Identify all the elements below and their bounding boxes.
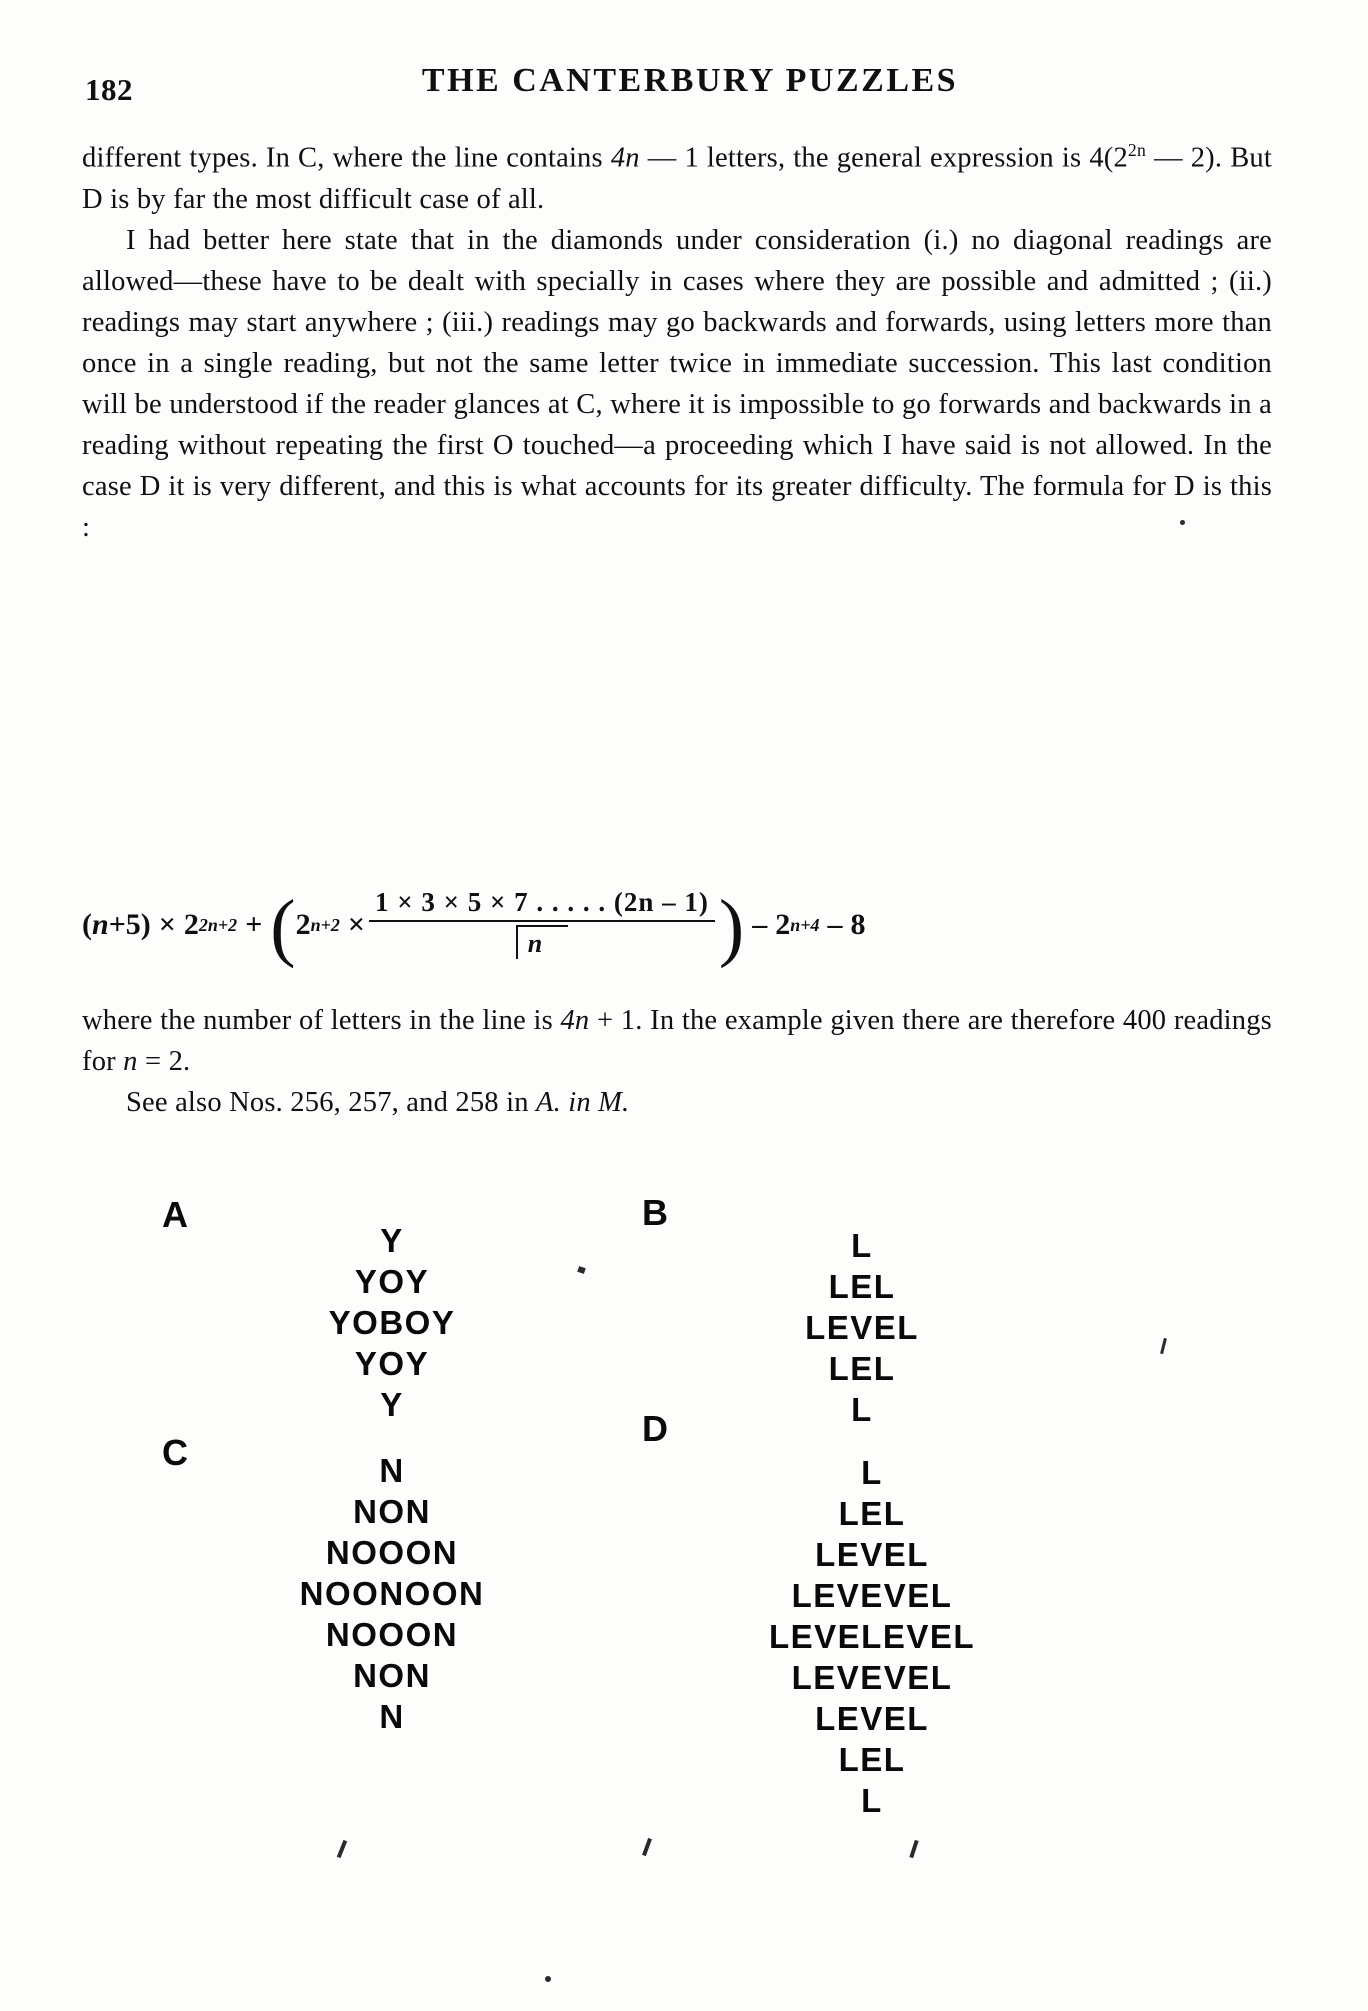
p3-seg-i: = (137, 1046, 169, 1077)
p3-seg-k: . (183, 1046, 191, 1077)
diamond-line: LEL (838, 1741, 906, 1778)
p1-seg-d: 1 (684, 142, 699, 174)
diamond-c (232, 1450, 552, 1737)
p3-seg-d: 1 (620, 1005, 636, 1036)
p3-seg-j: 2 (168, 1046, 184, 1077)
diamond-line: LEL (828, 1350, 896, 1387)
diagram-label-b: B (642, 1192, 668, 1233)
diamond-line: NOONOON (299, 1575, 485, 1612)
diamond-line: L (861, 1454, 883, 1491)
diamond-line: LEVEL (805, 1309, 919, 1346)
scan-speck (1180, 520, 1185, 525)
diamond-b (732, 1225, 992, 1430)
diamond-line: L (851, 1391, 873, 1428)
diamond-line: N (379, 1698, 405, 1735)
p3-seg-a: where the number of letters in the line is (82, 1005, 561, 1036)
formula-block (82, 880, 1282, 970)
paragraph-1 (82, 130, 1272, 220)
diagram-label-a: A (162, 1194, 188, 1235)
p3-seg-h: n (123, 1046, 138, 1077)
p4-seg-b: 256, 257, (290, 1087, 399, 1118)
diamond-line: LEVEL (815, 1700, 929, 1737)
diamond-line: LEL (828, 1268, 896, 1305)
scan-speck (909, 1840, 918, 1858)
diamond-a (262, 1220, 522, 1425)
scan-speck (545, 1976, 551, 1982)
formula-fraction-denominator: n (516, 925, 568, 959)
page-header (85, 62, 1265, 108)
diamond-line: YOY (354, 1263, 430, 1300)
formula-paren-open: ( (270, 884, 296, 969)
p1-seg-a: different types. In C, where the line contains (82, 142, 611, 174)
formula-lead-5: 5 (125, 908, 141, 941)
paragraph-3 (82, 1000, 1272, 1082)
formula-lead-n: n (92, 908, 109, 941)
body-text (82, 130, 1272, 548)
diamond-line: L (861, 1782, 883, 1819)
diamond-line: LEVEVEL (791, 1659, 953, 1696)
p3-seg-f: 400 (1122, 1005, 1167, 1036)
formula-term3-exponent: n+4 (790, 914, 820, 935)
formula-fraction-numerator: 1 × 3 × 5 × 7 . . . . . (2n – 1) (369, 887, 715, 922)
diamond-d (712, 1452, 1032, 1821)
paragraph-2: I had better here state that in the diamonds under consideration (i.) no diagonal readings are allowed—these have to be dealt with specially in cases where they are possible and admitted ; (ii.) readings may start anywhere ; (iii.) readings may go backwards and forwards, using letters more than once in a single reading, but not the same letter twice in immediate succession. This last condition will be understood if the reader glances at C, where it is impossible to go forwards and backwards in a reading without repeating the first O touched—a proceeding which I have said is not allowed. In the case D it is very different, and this is what accounts for its greater difficulty. The formula for D is this : (82, 224, 1272, 543)
formula-minus-2: – (827, 908, 843, 941)
formula-term3-base: 2 (775, 908, 791, 941)
formula-term1-base: 2 (183, 908, 199, 941)
scan-speck (642, 1838, 652, 1856)
p4-seg-d: 258 (455, 1087, 499, 1118)
formula-minus-1: – (752, 908, 768, 941)
p1-exponent: 2n (1127, 140, 1146, 160)
formula-times-1: × (158, 908, 176, 941)
p3-seg-e: . In the example given there are therefore (635, 1005, 1123, 1036)
closing-text (82, 1000, 1272, 1123)
formula-term2-base: 2 (295, 908, 311, 941)
diamond-line: LEVEVEL (791, 1577, 953, 1614)
p1-seg-h: — 2). (1145, 142, 1223, 174)
p1-seg-f: 4(2 (1089, 142, 1128, 174)
diamond-line: NOOON (325, 1534, 459, 1571)
formula-term2-exponent: n+2 (310, 914, 340, 935)
diamond-line: NON (353, 1493, 431, 1530)
formula-term4: 8 (850, 908, 866, 941)
formula-lead-close: ) (140, 908, 151, 941)
p4-seg-c: and (398, 1087, 456, 1118)
diamond-line: Y (380, 1222, 404, 1259)
p1-seg-i: But D is by far the most difficult case of all. (82, 142, 1272, 215)
p1-seg-e: letters, the general expression is (698, 142, 1090, 174)
paragraph-4 (82, 1082, 1272, 1123)
diamond-line: LEVEL (815, 1536, 929, 1573)
formula-paren-close: ) (718, 884, 745, 969)
diamond-line: NON (353, 1657, 431, 1694)
p1-seg-c: — (639, 142, 685, 174)
formula-plus-1: + (245, 908, 263, 941)
diamond-line: LEL (838, 1495, 906, 1532)
p3-seg-b: 4n (560, 1005, 590, 1036)
running-head: THE CANTERBURY PUZZLES (421, 62, 959, 99)
scan-speck (337, 1840, 347, 1858)
formula-term1-exponent: 2n+2 (198, 914, 238, 935)
diamond-line: LEVELEVEL (768, 1618, 976, 1655)
p3-seg-g: readings for (82, 1005, 1272, 1077)
formula-lead-plus: + (108, 908, 126, 941)
formula-times-2: × (347, 908, 365, 941)
p4-seg-f: A. in M. (535, 1087, 630, 1118)
diamond-line: YOBOY (328, 1304, 456, 1341)
formula-lead-open: ( (82, 908, 92, 941)
diagram-label-d: D (642, 1408, 668, 1449)
diamond-line: Y (380, 1386, 404, 1423)
formula-fraction (369, 887, 715, 959)
diamond-line: NOOON (325, 1616, 459, 1653)
diamond-line: N (379, 1452, 405, 1489)
p3-seg-c: + (589, 1005, 621, 1036)
diagram-label-c: C (162, 1432, 188, 1473)
p4-seg-e: in (498, 1087, 536, 1118)
page-number: 182 (85, 72, 133, 107)
diamond-line: YOY (354, 1345, 430, 1382)
diagram-group (82, 1170, 1282, 1819)
p1-seg-b: 4n (610, 142, 640, 174)
diamond-line: L (851, 1227, 873, 1264)
p4-seg-a: See also Nos. (126, 1087, 291, 1118)
